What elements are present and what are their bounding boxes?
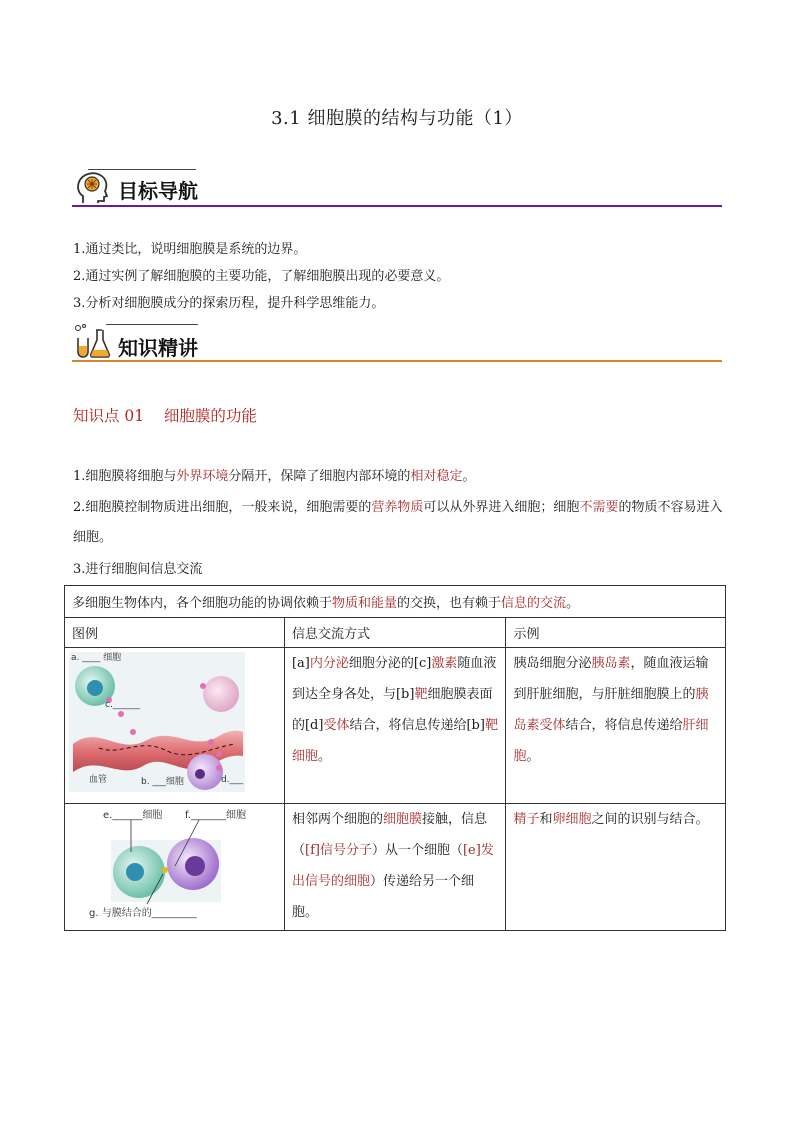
lab-flask-icon (72, 322, 112, 362)
figure-label-c: c.______ (105, 700, 140, 710)
paragraph-3: 3.进行细胞间信息交流 (73, 562, 203, 577)
highlight-term: 激素 (431, 656, 458, 671)
goal-item-2: 2.通过实例了解细胞膜的主要功能，了解细胞膜出现的必要意义。 (73, 269, 450, 284)
paragraph-2: 2.细胞膜控制物质进出细胞，一般来说，细胞需要的营养物质可以从外界进入细胞；细胞不需要的物质不容易进入细胞。 (73, 500, 723, 545)
paragraph-1: 1.细胞膜将细胞与外界环境分隔开，保障了细胞内部环境的相对稳定。 (73, 469, 476, 484)
highlight-term: 胰岛素受体 (513, 687, 709, 733)
highlight-term: 精子 (513, 812, 540, 827)
highlight-term: 卵细胞 (552, 812, 592, 827)
figure-label-a: a. ____ 细胞 (71, 653, 122, 663)
knowledge-point-title: 知识点 01 细胞膜的功能 (73, 407, 257, 425)
table-header: 示例 (506, 618, 726, 648)
table-row (65, 804, 726, 931)
highlight-term: 靶 (414, 687, 428, 702)
goal-item-3: 3.分析对细胞膜成分的探索历程，提升科学思维能力。 (73, 296, 385, 311)
highlight-term: 不需要 (579, 500, 619, 515)
figure-cell (65, 648, 285, 804)
table-intro: 多细胞生物体内，各个细胞功能的协调依赖于物质和能量的交换，也有赖于信息的交流。 (65, 586, 726, 618)
highlight-term: 胰岛素 (591, 656, 631, 671)
section-title-goals: 目标导航 (118, 179, 198, 203)
section-header-goals (72, 165, 722, 210)
figure-label-b: b. ___细胞 (141, 777, 184, 787)
figure-label-f: f._______细胞 (185, 810, 246, 821)
endocrine-signaling-figure (69, 652, 245, 792)
section-title-knowledge: 知识精讲 (118, 336, 198, 360)
example-cell: 胰岛细胞分泌胰岛素，随血液运输到肝脏细胞，与肝脏细胞膜上的胰岛素受体结合，将信息传递给肝细胞。 (506, 648, 726, 804)
figure-label-e: e.______细胞 (103, 810, 163, 821)
highlight-term: 营养物质 (371, 500, 424, 515)
highlight-term: 靶细胞 (291, 718, 498, 764)
highlight-term: 物质和能量 (332, 596, 398, 611)
highlight-term: 相对稳定 (410, 469, 463, 484)
figure-label-g: g. 与膜结合的_________ (89, 908, 197, 919)
highlight-term: 信息的交流 (501, 596, 567, 611)
section-header-knowledge (72, 322, 722, 364)
example-cell: 精子和卵细胞之间的识别与结合。 (506, 804, 726, 931)
figure-cell (65, 804, 285, 931)
highlight-term: 受体 (323, 718, 350, 733)
page-title: 3.1 细胞膜的结构与功能（1） (271, 108, 523, 129)
method-cell: [a]内分泌细胞分泌的[c]激素随血液到达全身各处，与[b]靶细胞膜表面的[d]受体结合，将信息传递给[b]靶细胞。 (284, 648, 506, 804)
highlight-term: [e]发出信号的细胞 (291, 843, 494, 889)
highlight-term: 内分泌 (309, 656, 349, 671)
table-header: 图例 (65, 618, 285, 648)
table-row (65, 648, 726, 804)
highlight-term: 肝细胞 (513, 718, 709, 764)
highlight-term: [f]信号分子 (305, 843, 372, 858)
figure-label-d: d.___ (221, 775, 244, 785)
method-cell: 相邻两个细胞的细胞膜接触，信息（[f]信号分子）从一个细胞（[e]发出信号的细胞）传递给另一个细胞。 (284, 804, 506, 931)
info-exchange-table (64, 585, 726, 931)
highlight-term: 外界环境 (176, 469, 229, 484)
direct-contact-figure (69, 808, 279, 926)
goal-item-1: 1.通过类比，说明细胞膜是系统的边界。 (73, 242, 307, 257)
head-brain-icon (74, 169, 112, 207)
table-header: 信息交流方式 (284, 618, 506, 648)
figure-label-vessel: 血管 (89, 775, 108, 785)
highlight-term: 细胞膜 (383, 812, 423, 827)
